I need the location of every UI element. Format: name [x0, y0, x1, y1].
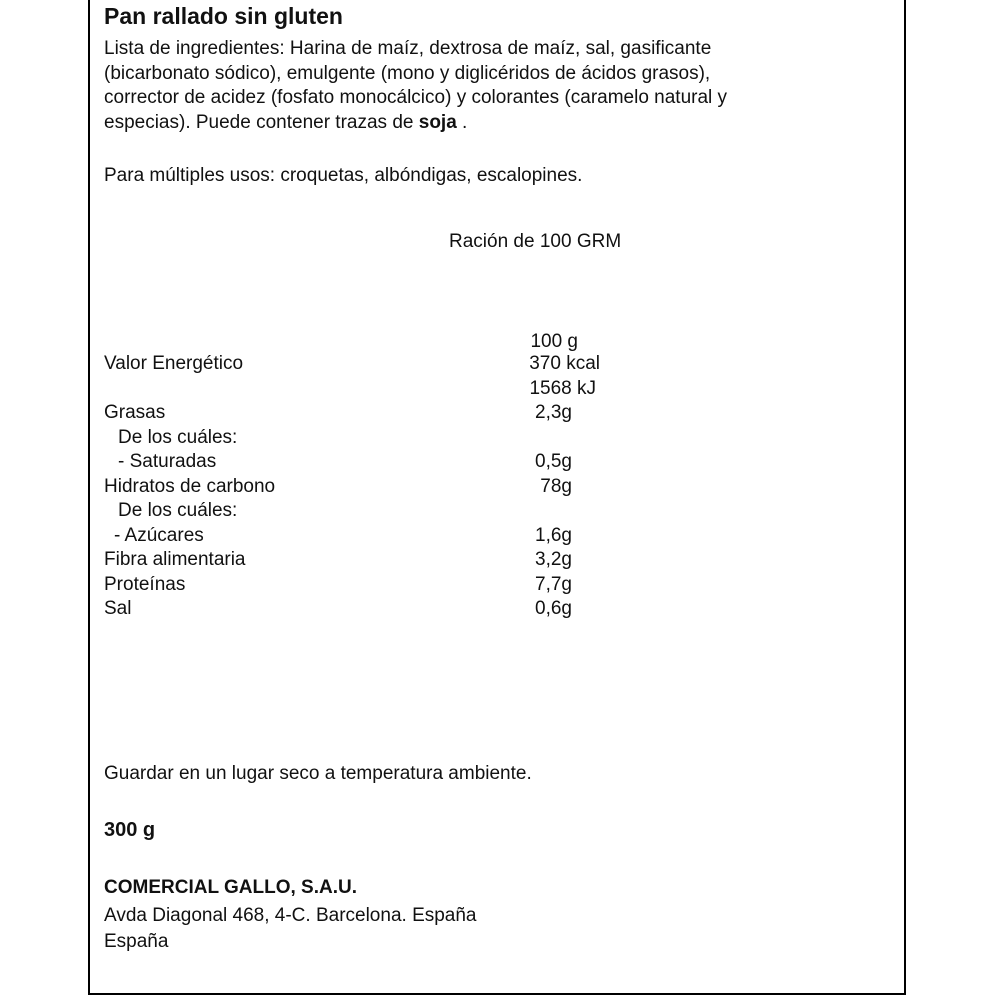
ingredients-line-4 [104, 111, 467, 135]
nutrition-label: De los cuáles: [118, 500, 238, 521]
nutrition-label: De los cuáles: [118, 427, 238, 448]
storage-text: Guardar en un lugar seco a temperatura ambiente. [104, 763, 532, 784]
nutrition-label: - Saturadas [118, 451, 217, 472]
nutrition-column-header: 100 g [530, 331, 578, 352]
nutrition-value: 7,7g [535, 574, 572, 595]
nutrition-label: Grasas [104, 402, 166, 423]
product-title: Pan rallado sin gluten [104, 3, 343, 29]
nutrition-value: 1568 kJ [529, 378, 596, 399]
uses-text: Para múltiples usos: croquetas, albóndigas, escalopines. [104, 165, 583, 186]
nutrition-value: 78g [540, 476, 572, 497]
nutrition-label: Fibra alimentaria [104, 549, 246, 570]
ingredients-line-2: (bicarbonato sódico), emulgente (mono y diglicéridos de ácidos grasos), [104, 63, 711, 84]
nutrition-label: Proteínas [104, 574, 186, 595]
company-name: COMERCIAL GALLO, S.A.U. [104, 877, 357, 898]
nutrition-value: 1,6g [535, 525, 572, 546]
nutrition-value: 370 kcal [529, 353, 600, 374]
nutrition-label: Sal [104, 598, 132, 619]
nutrition-value: 3,2g [535, 549, 572, 570]
nutrition-value: 2,3g [535, 402, 572, 423]
nutrition-value: 0,5g [535, 451, 572, 472]
net-weight: 300 g [104, 819, 156, 841]
allergen-soja: soja [418, 112, 457, 133]
nutrition-label: Hidratos de carbono [104, 476, 276, 497]
ingredients-end: . [456, 112, 468, 133]
company-address: Avda Diagonal 468, 4-C. Barcelona. España [104, 905, 477, 926]
ingredients-text: especias). Puede contener trazas de [104, 112, 419, 133]
company-country: España [104, 931, 169, 952]
serving-label: Ración de 100 GRM [449, 231, 622, 252]
nutrition-value: 0,6g [535, 598, 572, 619]
ingredients-line-3: corrector de acidez (fosfato monocálcico) y colorantes (caramelo natural y [104, 87, 728, 108]
ingredients-line-1: Lista de ingredientes: Harina de maíz, dextrosa de maíz, sal, gasificante [104, 38, 712, 59]
nutrition-label: - Azúcares [114, 525, 204, 546]
nutrition-label: Valor Energético [104, 353, 244, 374]
